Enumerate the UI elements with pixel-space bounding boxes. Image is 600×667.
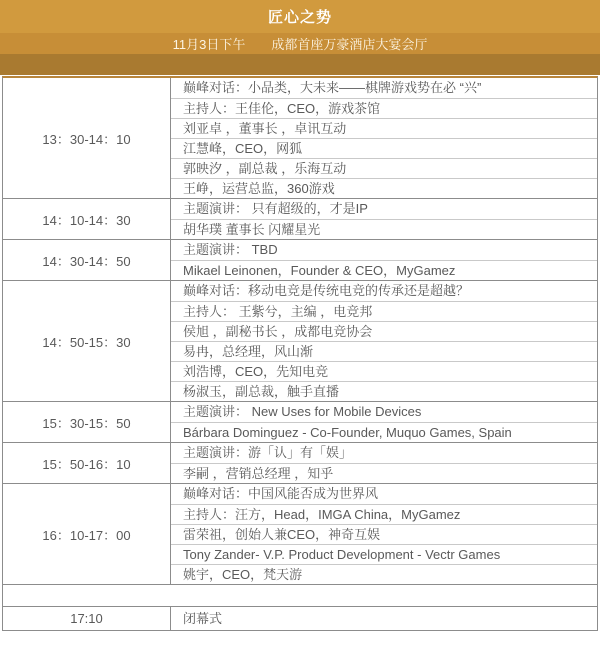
schedule-section-closing: [3, 606, 597, 630]
section-rows: [171, 199, 597, 239]
session-title-row: 巅峰对话：小品类，大未来——棋牌游戏势在必 “兴”: [183, 80, 482, 95]
section-rows: [171, 484, 597, 584]
schedule-section-3: [3, 239, 597, 280]
schedule-table: [2, 76, 598, 631]
session-title-row: 巅峰对话：中国风能否成为世界风: [183, 486, 379, 501]
schedule-section-5: [3, 401, 597, 442]
time-cell: 15：30-15：50: [3, 402, 171, 442]
speaker-row: 姚宇，CEO，梵天游: [171, 564, 597, 584]
session-title-row: 主题演讲： New Uses for Mobile Devices: [183, 404, 422, 419]
speaker-row: 雷荣祖，创始人兼CEO，神奇互娱: [171, 524, 597, 544]
schedule-section-2: [3, 198, 597, 239]
speaker-row: 易冉，总经理，风山渐: [171, 341, 597, 361]
time-cell: 14：30-14：50: [3, 240, 171, 280]
session-title-row: 巅峰对话：移动电竞是传统电竞的传承还是超越？: [183, 283, 470, 298]
section-rows: [171, 607, 597, 630]
speaker-row: 李嗣 ，营销总经理 ，知乎: [171, 463, 597, 483]
speaker-row: 郭映汐 ，副总裁 ，乐海互动: [171, 158, 597, 178]
schedule-section-4: [3, 280, 597, 401]
section-rows: [171, 443, 597, 483]
speaker-row: 主持人：汪方，Head，IMGA China，MyGamez: [171, 504, 597, 524]
schedule-section-6: [3, 442, 597, 483]
speaker-row: 刘浩博，CEO，先知电竞: [171, 361, 597, 381]
time-cell: 16：10-17：00: [3, 484, 171, 584]
section-rows: [171, 78, 597, 198]
speaker-row: 王峥，运营总监，360游戏: [171, 178, 597, 198]
speaker-row: 江慧峰，CEO，网狐: [171, 138, 597, 158]
date-venue-band: [0, 33, 600, 54]
session-title-row: 主题演讲：游「认」有「娱」: [183, 445, 353, 460]
session-title-row: 主题演讲： TBD: [183, 242, 278, 257]
speaker-row: Mikael Leinonen，Founder & CEO，MyGamez: [171, 260, 597, 280]
time-cell: 13：30-14：10: [3, 78, 171, 198]
page-title: 匠心之势: [267, 9, 332, 26]
speaker-row: 胡华璞 董事长 闪耀星光: [171, 219, 597, 239]
time-cell: 14：10-14：30: [3, 199, 171, 239]
speaker-row: 刘亚卓 ，董事长 ，卓讯互动: [171, 118, 597, 138]
speaker-row: Bárbara Dominguez - Co-Founder, Muquo Games, Spain: [171, 422, 597, 442]
session-title-row: 主题演讲： 只有超级的，才是IP: [183, 201, 368, 216]
time-cell: 14：50-15：30: [3, 281, 171, 401]
spacer-row: [3, 584, 597, 606]
schedule-section-1: [3, 78, 597, 198]
speaker-row: 侯旭 ，副秘书长 ，成都电竞协会: [171, 321, 597, 341]
page-title-band: [0, 0, 600, 33]
section-rows: [171, 240, 597, 280]
speaker-row: 主持人：王佳伦，CEO，游戏茶馆: [171, 98, 597, 118]
closing-row: 闭幕式: [183, 611, 223, 626]
section-rows: [171, 281, 597, 401]
speaker-row: Tony Zander- V.P. Product Development - Vectr Games: [171, 544, 597, 564]
speaker-row: 杨淑玉，副总裁，触手直播: [171, 381, 597, 401]
header-accent-band: [0, 54, 600, 75]
section-rows: [171, 402, 597, 442]
schedule-section-7: [3, 483, 597, 584]
date-venue-text: 11月3日下午 成都首座万豪酒店大宴会厅: [172, 37, 428, 52]
speaker-row: 主持人： 王紫兮，主编 ，电竞邦: [171, 301, 597, 321]
time-cell: 17:10: [3, 607, 171, 630]
time-cell: 15：50-16：10: [3, 443, 171, 483]
